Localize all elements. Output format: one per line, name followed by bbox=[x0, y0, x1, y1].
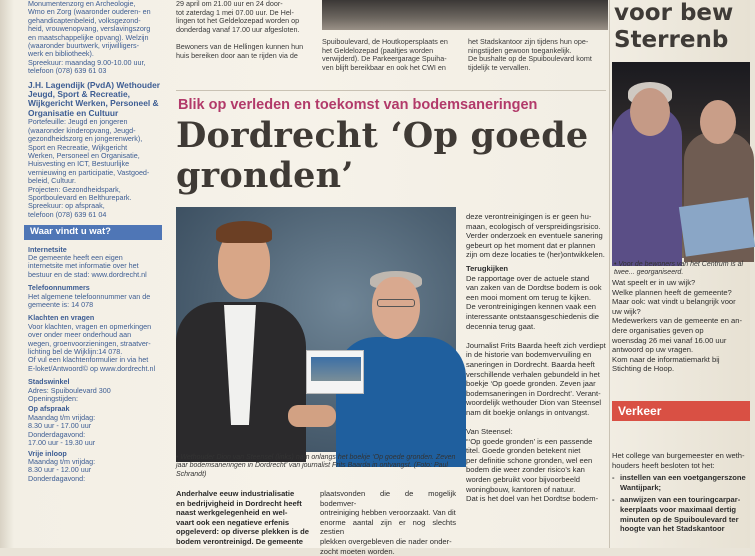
article-photo bbox=[176, 207, 456, 452]
internet-text bbox=[28, 254, 168, 279]
right-headline: voor bew Sterrenb bbox=[614, 0, 734, 53]
text-line: het Stadskantoor zijn tijdens hun ope- bbox=[468, 37, 589, 46]
text-line: van zaken van de Dordtse bodem is ook bbox=[466, 283, 602, 293]
internet-title: Internetsite bbox=[28, 244, 67, 254]
appointment-text bbox=[28, 414, 168, 448]
text-line: Van Steensel: bbox=[466, 427, 513, 437]
text-line: worden gebruikt voor bijvoorbeeld bbox=[466, 475, 580, 485]
terugkijken-subheading: Terugkijken bbox=[466, 263, 509, 273]
text-line: ningstijden gewoon toegankelijk. bbox=[468, 45, 572, 55]
text-line: Journalist Frits Baarda heeft zich verdiept bbox=[466, 340, 606, 350]
text-line: verschillende verhalen gebundeld in het bbox=[466, 369, 600, 379]
text-line: De gemeente heeft een eigen bbox=[28, 252, 123, 262]
phone-title: Telefoonnummers bbox=[28, 283, 90, 293]
phone-text bbox=[28, 293, 168, 310]
text-line: saneringen in Dordrecht. Baarda heeft bbox=[466, 359, 595, 369]
text-line: gemeente is: 14 078 bbox=[28, 300, 94, 309]
photo-caption: • Wethouder Dion van Steensel (links) nam onlangs het boekje ‘Op goede gronden. Zeven jaar bodemsaneringen in Dordrecht’ van journalist Frits Baarda in ontvangst. (Foto: Paul Schrandt) bbox=[176, 454, 456, 478]
text-line: werk en bibliotheek). bbox=[28, 49, 94, 59]
text-line: nam dit boekje onlangs in ontvangst. bbox=[466, 407, 590, 417]
residents-photo bbox=[612, 62, 750, 258]
text-line: Het college van burgemeester en weth- bbox=[612, 451, 745, 460]
text-line bbox=[466, 417, 606, 427]
text-line: Anderhalve eeuw industrialisatie bbox=[176, 489, 295, 498]
walkin-title: Vrije inloop bbox=[28, 448, 67, 458]
text-line: donderdag vanaf 17.00 uur afgesloten. bbox=[176, 24, 300, 34]
text-line: Dat is het doel van het Dordtse bodem- bbox=[466, 494, 599, 504]
top-column-3 bbox=[468, 38, 608, 72]
text-line: Maar ook: wat vindt u belangrijk voor bbox=[612, 297, 736, 307]
text-line: Wmo en Zorg (waaronder ouderen- en bbox=[28, 7, 151, 17]
text-line: De rapportage over de actuele stand bbox=[466, 273, 590, 283]
text-line: tijdelijk te vervallen. bbox=[468, 62, 531, 72]
text-line: 29 april om 21.00 uur en 24 door- bbox=[176, 0, 283, 8]
complaints-text bbox=[28, 323, 168, 373]
top-column-2 bbox=[322, 38, 462, 72]
verkeer-text bbox=[612, 451, 750, 534]
verkeer-bullet: - instellen van een voetgangerszone Wantijpark; bbox=[612, 473, 750, 492]
text-line: Maandag t/m vrijdag: bbox=[28, 412, 96, 422]
text-line: naast werkgelegenheid en wel- bbox=[176, 508, 288, 518]
text-line: ven blijft bereikbaar en ook het CWI en bbox=[322, 62, 446, 72]
sidebar-intro-block bbox=[28, 0, 168, 76]
article-column-3 bbox=[466, 212, 606, 504]
text-line: E-loket/Antwoord© op www.dordrecht.nl bbox=[28, 363, 156, 373]
residents-photo-caption: • Voor de bewoners van het Centrum is al twee... georganiseerd. bbox=[614, 261, 744, 277]
text-line: zocht moeten worden. bbox=[320, 546, 395, 556]
text-line bbox=[466, 331, 606, 341]
text-line: houders heeft besloten tot het: bbox=[612, 460, 715, 470]
text-line: bestuur en de stad: www.dordrecht.nl bbox=[28, 269, 147, 279]
text-line: uw wijk? bbox=[612, 306, 641, 316]
text-line: en maatschappelijke opvang). Welzijn bbox=[28, 32, 149, 42]
text-line: en bedrijvigheid in Dordrecht heeft bbox=[176, 498, 302, 508]
text-line: dere organisaties geven op bbox=[612, 325, 704, 335]
text-line: plekken overgebleven die nader onder- bbox=[320, 536, 452, 546]
text-line: verwijderd). De Parkeergarage Spuiha- bbox=[322, 54, 447, 64]
text-line: Sportboulevard en Belthurepark. bbox=[28, 192, 132, 202]
text-line: Portefeuille: Jeugd en jongeren bbox=[28, 117, 128, 127]
text-line: wegen, groenvoorzieningen, straatver- bbox=[28, 338, 151, 348]
text-line: Donderdagavond: bbox=[28, 429, 86, 439]
article-column-2 bbox=[320, 489, 456, 556]
text-line: De bushalte op de Spuiboulevard komt bbox=[468, 54, 592, 64]
text-line: telefoon (078) 639 61 04 bbox=[28, 209, 107, 219]
text-line: Medewerkers van de gemeente en an- bbox=[612, 316, 743, 326]
text-line: Of vul een klachtenformulier in via het bbox=[28, 355, 149, 365]
text-line: Donderdagavond: bbox=[28, 473, 86, 483]
text-line: Stichting de Hoop. bbox=[612, 364, 675, 374]
text-line: “‘Op goede gronden’ is een passende bbox=[466, 436, 593, 446]
text-line: telefoon (078) 639 61 03 bbox=[28, 66, 107, 76]
text-line: interessante ontstaansgeschiedenis die bbox=[466, 311, 599, 321]
text-line: gezondheidszorg en jongerenwerk), bbox=[28, 134, 143, 144]
text-line: woensdag 26 mei vanaf 16.00 uur bbox=[612, 335, 727, 345]
text-line: enorme aantal zijn er nog slechts zestien bbox=[320, 517, 456, 537]
text-line: decennia terug gaat. bbox=[466, 321, 536, 331]
text-line: (waaronder buurtwerk, vrijwilligers- bbox=[28, 41, 140, 51]
text-line: over onder meer onderhoud aan bbox=[28, 330, 132, 340]
text-line: Projecten: Gezondheidspark, bbox=[28, 184, 121, 194]
walkin-text bbox=[28, 458, 168, 483]
text-line: per definitie schone gronden, wel een bbox=[466, 455, 593, 465]
section-divider bbox=[176, 90, 606, 91]
text-line: boekje ‘Op goede gronden. Zeven jaar bbox=[466, 379, 596, 389]
text-line: Spuiboulevard, de Houtkopersplaats en bbox=[322, 37, 448, 46]
verkeer-header: Verkeer bbox=[612, 401, 750, 421]
text-line: Werken, Personeel en Organisatie, bbox=[28, 150, 140, 160]
text-line: Maandag t/m vrijdag: bbox=[28, 456, 96, 466]
top-photo-strip bbox=[322, 0, 608, 30]
text-line: vaart ook een negatieve erfenis bbox=[176, 517, 290, 527]
stadswinkel-title: Stadswinkel bbox=[28, 377, 70, 387]
text-line: het Geldelozepad (paaltjes worden bbox=[322, 45, 434, 55]
text-line: Wat speelt er in uw wijk? bbox=[612, 278, 696, 287]
text-line: ontreiniging hebben veroorzaakt. Van dit bbox=[320, 508, 456, 518]
column-divider bbox=[609, 0, 610, 548]
text-line: Het algemene telefoonnummer van de bbox=[28, 291, 151, 301]
article-intro bbox=[176, 489, 312, 547]
text-line: deze verontreinigingen is er geen hu- bbox=[466, 212, 592, 221]
text-line: (waaronder kinderopvang, Jeugd- bbox=[28, 125, 136, 135]
text-line: Voor klachten, vragen en opmerkingen bbox=[28, 321, 152, 331]
stadswinkel-text bbox=[28, 387, 168, 404]
text-line: lichting bel de Wijklijn:14 078. bbox=[28, 347, 123, 357]
text-line: 17.00 uur - 19.30 uur bbox=[28, 438, 96, 448]
text-line: bodem die weer zonder risico’s kan bbox=[466, 465, 585, 475]
text-line: Monumentenzorg en Archeologie, bbox=[28, 0, 136, 8]
text-line: Spreekuur: maandag 9.00-10.00 uur, bbox=[28, 57, 146, 67]
verkeer-bullet: - aanwijzen van een touringcarpar-keerplaats voor maximaal dertig minuten op de Spuiboulevard ter hoogte van het Stadskantoor bbox=[612, 495, 750, 533]
info-market-text bbox=[612, 278, 750, 374]
text-line: in de historie van bodemvervuiling en bbox=[466, 350, 592, 360]
text-line: zijn om deze locaties te (her)ontwikkelen. bbox=[466, 250, 605, 260]
text-line: Adres: Spuiboulevard 300 bbox=[28, 385, 111, 395]
text-line: titel. Goede gronden betekent niet bbox=[466, 446, 581, 456]
text-line: De verontreinigingen kennen vaak een bbox=[466, 302, 597, 312]
text-line: Verder onderzoek en eventuele sanering bbox=[466, 231, 603, 241]
text-line: woordelijk wethouder Dion van Steensel bbox=[466, 398, 602, 408]
text-line: Openingstijden: bbox=[28, 394, 78, 404]
text-line: 8.30 uur - 17.00 uur bbox=[28, 421, 92, 431]
municipal-info-sidebar bbox=[28, 0, 168, 548]
text-line: lingen tot het Geldelozepad worden op bbox=[176, 16, 300, 26]
text-line: tot zaterdag 1 mei 07.00 uur. De Hel- bbox=[176, 7, 294, 17]
where-to-find-header: Waar vindt u wat? bbox=[24, 225, 162, 239]
text-line: heid, vrouwenopvang, verslavingszorg bbox=[28, 24, 151, 34]
text-line: Kom naar de informatiemarkt bij bbox=[612, 354, 720, 364]
article-kicker: Blik op verleden en toekomst van bodemsaneringen bbox=[178, 97, 538, 113]
text-line: Huisvesting en ICT, Bestuurlijke bbox=[28, 159, 130, 169]
top-column-1 bbox=[176, 0, 316, 60]
text-line: vernieuwing en participatie, Vastgoed- bbox=[28, 167, 150, 177]
text-line: gebeurt op het moment dat er plannen bbox=[466, 240, 596, 250]
text-line: woningbouw, kantoren of natuur. bbox=[466, 484, 576, 494]
text-line: huis bereiken door aan te rijden via de bbox=[176, 50, 298, 60]
appointment-title: Op afspraak bbox=[28, 404, 70, 414]
text-line: Bewoners van de Hellingen kunnen hun bbox=[176, 41, 304, 51]
text-line: beleid, Cultuur. bbox=[28, 176, 76, 186]
text-line: plaatsvonden die de mogelijk bodemver- bbox=[320, 489, 456, 508]
text-line: bodem verontreinigd. De gemeente bbox=[176, 536, 304, 546]
article-headline: Dordrecht ‘Op goede gronden’ bbox=[176, 115, 589, 196]
text-line: bodemsaneringen in Dordrecht’. Verant- bbox=[466, 388, 601, 398]
alderman-header: J.H. Lagendijk (PvdA) Wethouder Jeugd, Sport & Recreatie, Wijkgericht Werken, Personeel & Organisatie en Cultuur bbox=[28, 79, 160, 118]
text-line: Welke plannen heeft de gemeente? bbox=[612, 287, 732, 297]
text-line: maan, ecologisch of verspreidingsrisico. bbox=[466, 221, 601, 231]
text-line: Sport en Recreatie, Wijkgericht bbox=[28, 142, 128, 152]
text-line: internetsite met informatie over het bbox=[28, 261, 139, 271]
text-line: 8.30 uur - 12.00 uur bbox=[28, 465, 92, 475]
text-line: antwoord op uw vragen. bbox=[612, 345, 694, 355]
complaints-title: Klachten en vragen bbox=[28, 313, 95, 323]
text-line: een mooi moment om terug te kijken. bbox=[466, 292, 591, 302]
alderman-portfolio bbox=[28, 118, 168, 219]
text-line: gehandicaptenbeleid, volksgezond- bbox=[28, 15, 141, 25]
booklet-image bbox=[306, 350, 364, 394]
text-line: Spreekuur: op afspraak, bbox=[28, 201, 105, 211]
text-line: opgeleverd: op diverse plekken is de bbox=[176, 527, 309, 537]
